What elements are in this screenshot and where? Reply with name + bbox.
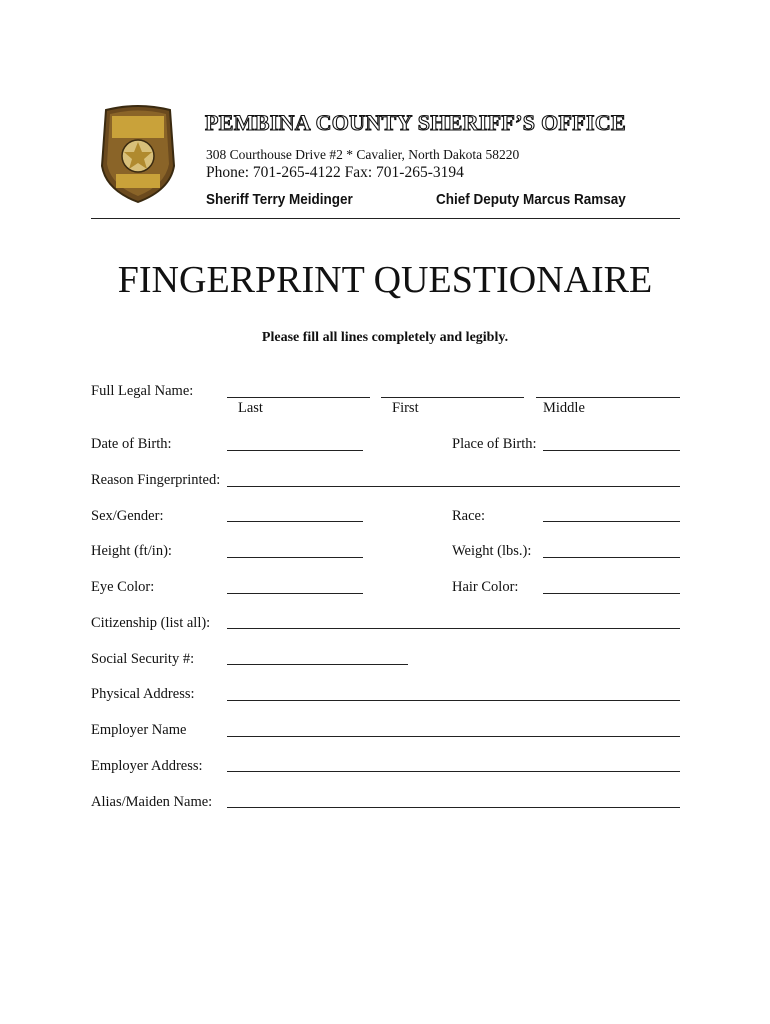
sex-gender-field[interactable]: [227, 521, 363, 522]
place-of-birth-label: Place of Birth:: [452, 436, 537, 452]
physical-address-label: Physical Address:: [91, 686, 195, 702]
last-name-field[interactable]: [227, 397, 370, 398]
eye-color-field[interactable]: [227, 593, 363, 594]
form-title: FINGERPRINT QUESTIONAIRE: [117, 259, 653, 301]
height-field[interactable]: [227, 557, 363, 558]
middle-name-field[interactable]: [536, 397, 680, 398]
employer-name-field[interactable]: [227, 736, 680, 737]
first-caption: First: [392, 400, 419, 416]
date-of-birth-field[interactable]: [227, 450, 363, 451]
social-security-field[interactable]: [227, 664, 408, 665]
eye-color-label: Eye Color:: [91, 579, 155, 595]
reason-fingerprinted-label: Reason Fingerprinted:: [91, 472, 221, 488]
hair-color-label: Hair Color:: [452, 579, 519, 595]
race-label: Race:: [452, 508, 486, 524]
alias-maiden-name-field[interactable]: [227, 807, 680, 808]
sheriff-badge-logo: [98, 104, 178, 204]
sheriff-name: Sheriff Terry Meidinger: [206, 191, 353, 208]
sex-gender-label: Sex/Gender:: [91, 508, 164, 524]
form-instructions: Please fill all lines completely and legibly.: [261, 330, 509, 345]
physical-address-field[interactable]: [227, 700, 680, 701]
race-field[interactable]: [543, 521, 680, 522]
first-name-field[interactable]: [381, 397, 524, 398]
place-of-birth-field[interactable]: [543, 450, 680, 451]
social-security-label: Social Security #:: [91, 651, 195, 667]
phone-fax: Phone: 701-265-4122 Fax: 701-265-3194: [206, 164, 464, 181]
chief-deputy-name: Chief Deputy Marcus Ramsay: [436, 191, 626, 208]
date-of-birth-label: Date of Birth:: [91, 436, 172, 452]
weight-label: Weight (lbs.):: [452, 543, 532, 559]
header-divider: [91, 218, 680, 219]
hair-color-field[interactable]: [543, 593, 680, 594]
alias-maiden-name-label: Alias/Maiden Name:: [91, 794, 213, 810]
office-address: 308 Courthouse Drive #2 * Cavalier, North Dakota 58220: [206, 147, 520, 162]
last-caption: Last: [238, 400, 263, 416]
middle-caption: Middle: [543, 400, 585, 416]
employer-name-label: Employer Name: [91, 722, 187, 738]
reason-fingerprinted-field[interactable]: [227, 486, 680, 487]
employer-address-field[interactable]: [227, 771, 680, 772]
citizenship-label: Citizenship (list all):: [91, 615, 211, 631]
height-label: Height (ft/in):: [91, 543, 172, 559]
weight-field[interactable]: [543, 557, 680, 558]
citizenship-field[interactable]: [227, 628, 680, 629]
employer-address-label: Employer Address:: [91, 758, 203, 774]
org-name: PEMBINA COUNTY SHERIFF’S OFFICE: [205, 110, 627, 135]
full-legal-name-label: Full Legal Name:: [91, 383, 194, 399]
